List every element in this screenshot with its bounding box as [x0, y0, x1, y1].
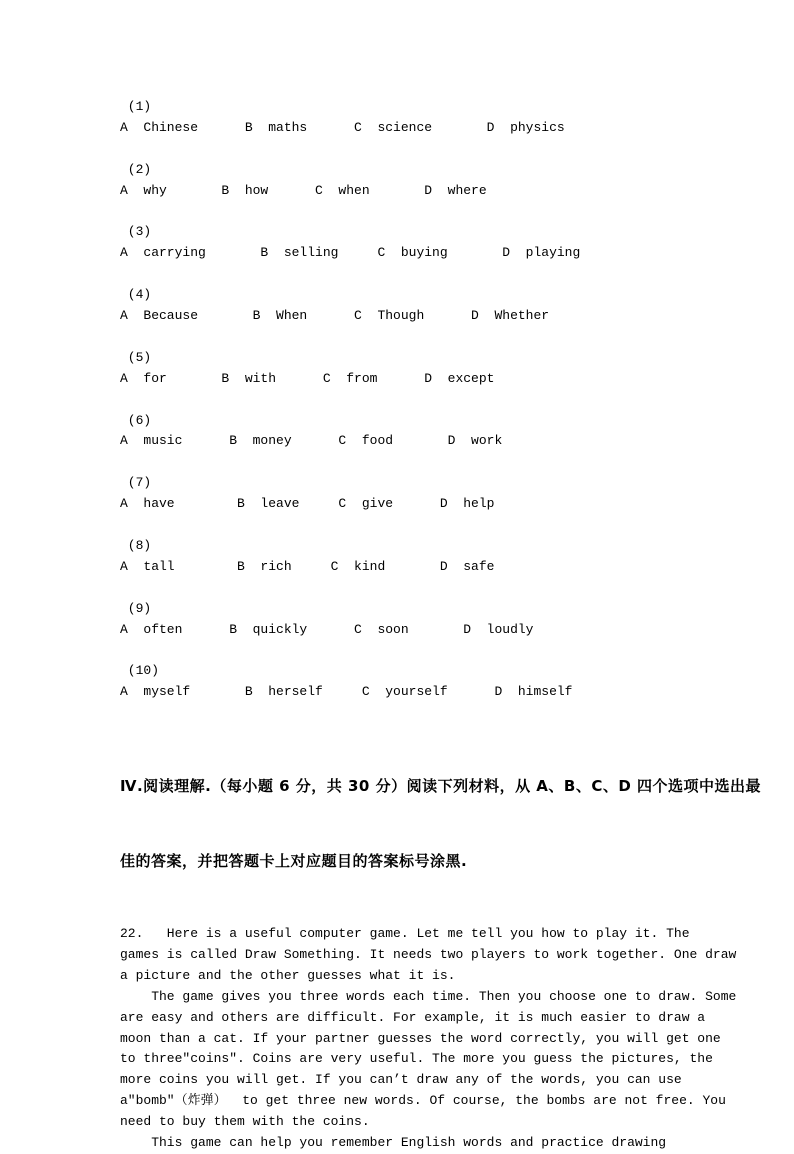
- passage-line: are easy and others are difficult. For example, it is much easier to draw a: [120, 1009, 706, 1025]
- question-number: (3): [120, 224, 152, 240]
- question-options: A for B with C from D except: [120, 370, 495, 386]
- question-block-5: [120, 348, 680, 390]
- question-options: A Because B When C Though D Whether: [120, 308, 550, 324]
- question-options: A carrying B selling C buying D playing: [120, 245, 581, 261]
- question-options: A Chinese B maths C science D physics: [120, 119, 565, 135]
- question-block-1: [120, 97, 680, 139]
- question-block-2: [120, 160, 680, 202]
- question-block-9: [120, 599, 680, 641]
- question-number: (9): [120, 600, 152, 616]
- passage-line: to three″coins″. Coins are very useful. The more you guess the pictures, the: [120, 1051, 713, 1067]
- passage-line: need to buy them with the coins.: [120, 1114, 370, 1130]
- question-number: (6): [120, 412, 152, 428]
- question-options: A why B how C when D where: [120, 182, 487, 198]
- question-block-3: [120, 222, 680, 264]
- heading-line-1: Ⅳ.阅读理解.（每小题 6 分，共 30 分）阅读下列材料，从 A、B、C、D 四个选项中选出最: [120, 777, 762, 796]
- question-options: A have B leave C give D help: [120, 496, 495, 512]
- passage-line: moon than a cat. If your partner guesses the word correctly, you will get one: [120, 1030, 721, 1046]
- question-block-6: [120, 411, 680, 453]
- reading-passage: [120, 924, 737, 1154]
- passage-line: 22. Here is a useful computer game. Let me tell you how to play it. The: [120, 926, 690, 942]
- question-options: A music B money C food D work: [120, 433, 503, 449]
- question-options: A often B quickly C soon D loudly: [120, 621, 534, 637]
- passage-line: This game can help you remember English words and practice drawing: [120, 1135, 667, 1151]
- question-number: (5): [120, 349, 152, 365]
- question-options: A myself B herself C yourself D himself: [120, 684, 573, 700]
- document-content: [120, 97, 762, 1154]
- reading-section-heading: [120, 724, 762, 924]
- heading-line-2: 佳的答案，并把答题卡上对应题目的答案标号涂黑.: [120, 852, 468, 871]
- question-block-4: [120, 285, 680, 327]
- question-number: (8): [120, 537, 152, 553]
- question-block-10: [120, 661, 680, 703]
- passage-line: a picture and the other guesses what it is.: [120, 967, 456, 983]
- question-block-8: [120, 536, 680, 578]
- question-options: A tall B rich C kind D safe: [120, 558, 495, 574]
- question-number: (10): [120, 663, 160, 679]
- passage-line: The game gives you three words each time. Then you choose one to draw. Some: [120, 988, 737, 1004]
- question-number: (1): [120, 99, 152, 114]
- question-number: (7): [120, 475, 152, 491]
- passage-line: games is called Draw Something. It needs two players to work together. One draw: [120, 946, 737, 962]
- passage-line: more coins you will get. If you can’t draw any of the words, you can use: [120, 1072, 682, 1088]
- question-number: (4): [120, 287, 152, 303]
- passage-line: a″bomb″（炸弹） to get three new words. Of course, the bombs are not free. You: [120, 1093, 726, 1109]
- question-number: (2): [120, 161, 152, 177]
- question-block-7: [120, 473, 680, 515]
